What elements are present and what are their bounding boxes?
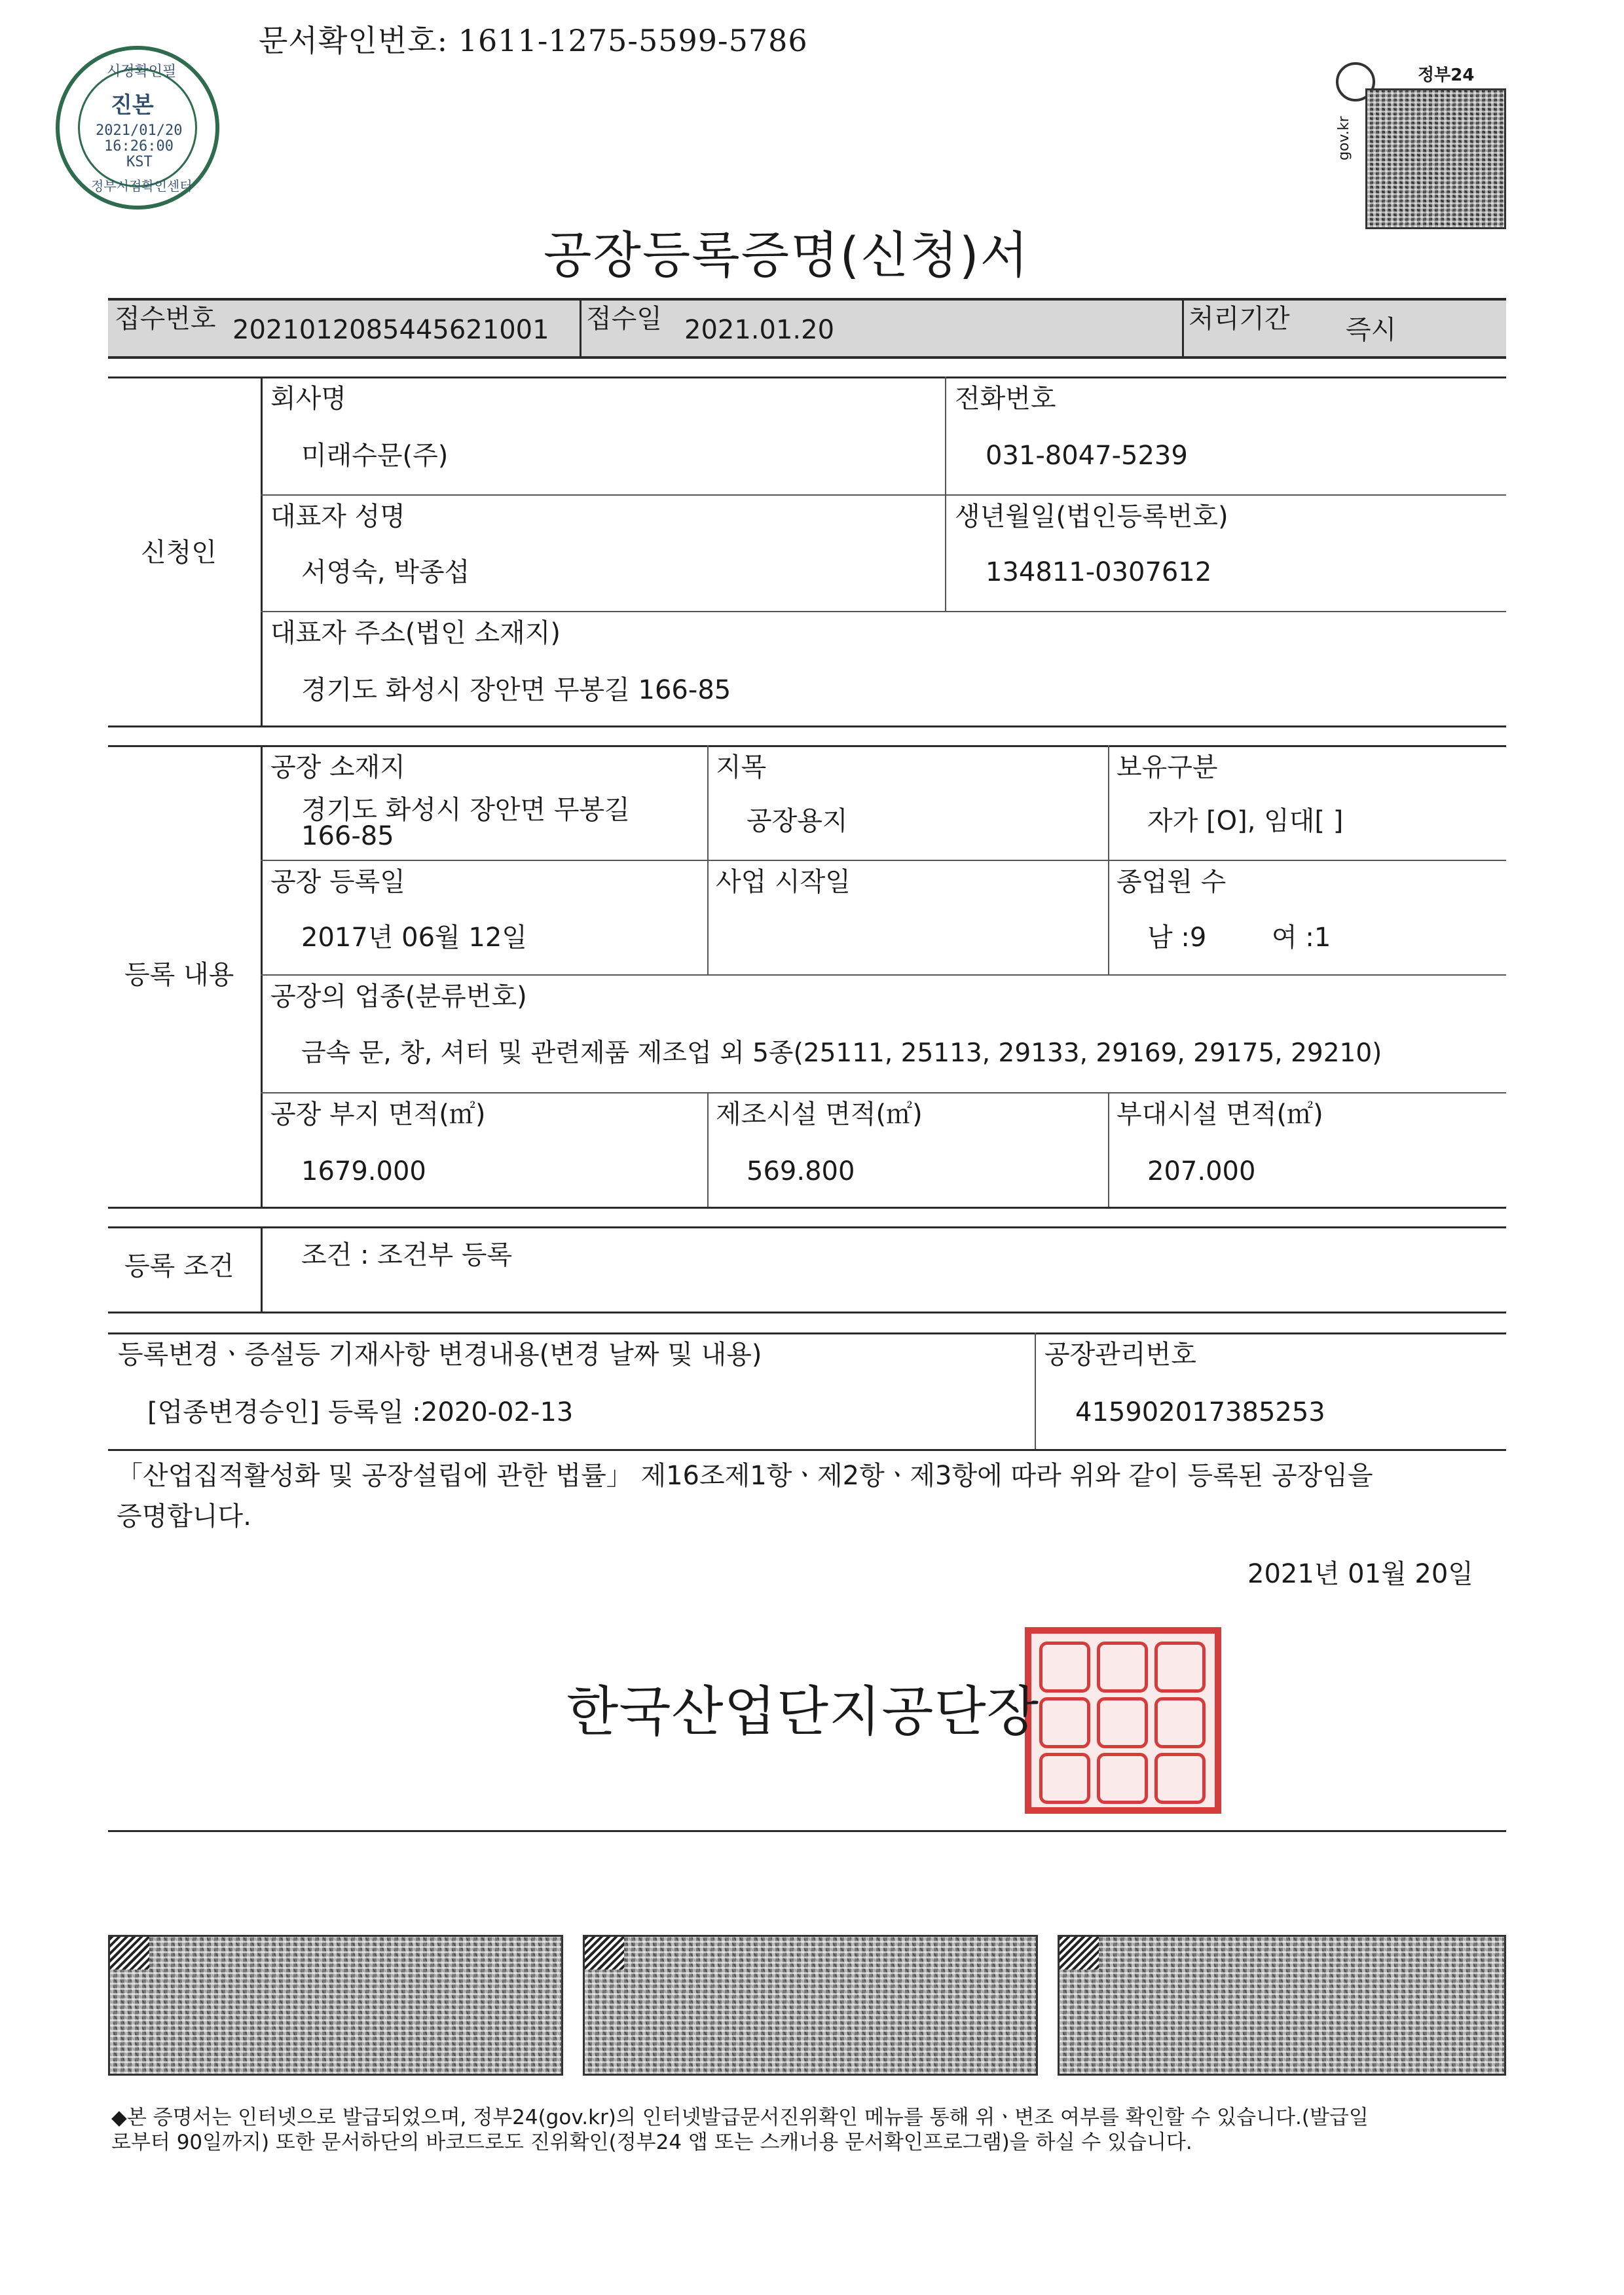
divider	[1108, 1092, 1109, 1208]
rule	[108, 745, 1506, 747]
changes-value: [업종변경승인] 등록일 :2020-02-13	[147, 1397, 574, 1427]
qr-side-label: gov.kr	[1336, 116, 1352, 160]
industry-label: 공장의 업종(분류번호)	[270, 982, 527, 1012]
issue-date: 2021년 01월 20일	[1247, 1559, 1473, 1589]
stamp-bottom-text: 정부시점확인센터	[91, 178, 193, 194]
mfg-area-label: 제조시설 면적(㎡)	[716, 1099, 923, 1129]
stamp-center-text: 진본	[111, 92, 154, 119]
land-category-label: 지목	[716, 752, 767, 782]
verification-qr-code[interactable]	[1365, 88, 1506, 229]
official-seal	[1025, 1627, 1221, 1814]
representative-label: 대표자 성명	[270, 502, 405, 532]
rep-address-value: 경기도 화성시 장안면 무봉길 166-85	[301, 675, 731, 705]
company-name-label: 회사명	[270, 384, 346, 414]
phone-value: 031-8047-5239	[986, 441, 1188, 471]
rule	[108, 1207, 1506, 1209]
factory-address-label: 공장 소재지	[270, 752, 405, 782]
company-name-value: 미래수문(주)	[301, 441, 449, 471]
statement-line2: 증명합니다.	[117, 1501, 251, 1532]
corp-regno-value: 134811-0307612	[986, 557, 1212, 587]
receipt-date-value: 2021.01.20	[684, 315, 835, 345]
divider	[707, 1092, 709, 1208]
stamp-time: 16:26:00	[104, 138, 174, 155]
ownership-label: 보유구분	[1116, 752, 1218, 782]
condition-value: 조건 : 조건부 등록	[301, 1240, 513, 1270]
confirm-number-value: 1611-1275-5599-5786	[458, 23, 808, 58]
processing-period-label: 처리기간	[1189, 304, 1290, 334]
rule	[108, 1226, 1506, 1228]
ownership-value: 자가 [O], 임대[ ]	[1147, 806, 1344, 836]
representative-value: 서영숙, 박종섭	[301, 557, 470, 587]
factory-address-line1: 경기도 화성시 장안면 무봉길	[301, 795, 630, 825]
authenticity-stamp	[56, 46, 219, 210]
rule	[261, 974, 1506, 976]
rep-address-label: 대표자 주소(법인 소재지)	[270, 618, 561, 648]
divider	[261, 745, 263, 1208]
corp-regno-label: 생년월일(법인등록번호)	[955, 502, 1228, 532]
processing-period-value: 즉시	[1346, 315, 1397, 345]
confirm-number-label: 문서확인번호:	[259, 23, 449, 58]
rule	[108, 376, 1506, 378]
footer-note-line2: 로부터 90일까지) 또한 문서하단의 바코드로도 진위확인(정부24 앱 또는 스캐너용 문서확인프로그램)을 하실 수 있습니다.	[111, 2131, 1192, 2154]
rule	[108, 725, 1506, 727]
qr-label: 정부24	[1418, 65, 1475, 85]
factory-address-line2: 166-85	[301, 821, 394, 851]
site-area-value: 1679.000	[301, 1156, 426, 1186]
footer-note-line1: ◆본 증명서는 인터넷으로 발급되었으며, 정부24(gov.kr)의 인터넷발급문서진위확인 메뉴를 통해 위ㆍ변조 여부를 확인할 수 있습니다.(발급일	[111, 2106, 1369, 2129]
condition-section-label: 등록 조건	[124, 1251, 234, 1281]
rule	[108, 1312, 1506, 1313]
employee-female: 여 :1	[1272, 923, 1331, 953]
business-start-label: 사업 시작일	[716, 867, 851, 897]
page-title: 공장등록증명(신청)서	[544, 226, 1030, 284]
registration-section-label: 등록 내용	[124, 960, 234, 990]
divider	[261, 1226, 263, 1313]
changes-label: 등록변경ㆍ증설등 기재사항 변경내용(변경 날짜 및 내용)	[118, 1340, 762, 1370]
statement-line1: 「산업집적활성화 및 공장설립에 관한 법률」 제16조제1항ㆍ제2항ㆍ제3항에 따라 위와 같이 등록된 공장임을	[117, 1461, 1373, 1491]
industry-value: 금속 문, 창, 셔터 및 관련제품 제조업 외 5종(25111, 25113, 29133, 29169, 29175, 29210)	[301, 1038, 1382, 1068]
receipt-date-label: 접수일	[586, 304, 662, 334]
registration-date-label: 공장 등록일	[270, 867, 405, 897]
verification-barcode-3[interactable]	[1058, 1935, 1506, 2076]
stamp-date: 2021/01/20	[96, 122, 183, 139]
rule	[108, 1332, 1506, 1334]
phone-label: 전화번호	[955, 384, 1056, 414]
divider	[580, 301, 581, 356]
rule	[108, 1830, 1506, 1832]
registration-date-value: 2017년 06월 12일	[301, 923, 527, 953]
employee-count-label: 종업원 수	[1116, 867, 1227, 897]
rule	[261, 494, 1506, 496]
mfg-area-value: 569.800	[747, 1156, 855, 1186]
stamp-top-text: 시정확인필	[107, 64, 177, 80]
rule	[108, 1449, 1506, 1451]
applicant-section-label: 신청인	[141, 538, 217, 568]
divider	[1035, 1332, 1036, 1450]
employee-male: 남 :9	[1147, 923, 1207, 953]
divider	[261, 376, 263, 727]
site-area-label: 공장 부지 면적(㎡)	[270, 1099, 486, 1129]
verification-barcode-1[interactable]	[108, 1935, 563, 2076]
receipt-no-value: 2021012085445621001	[232, 315, 549, 345]
verification-barcode-2[interactable]	[583, 1935, 1038, 2076]
divider	[1182, 301, 1184, 356]
receipt-no-label: 접수번호	[115, 304, 216, 334]
issuing-authority: 한국산업단지공단장	[566, 1681, 1039, 1743]
aux-area-value: 207.000	[1147, 1156, 1256, 1186]
factory-mgmt-no-value: 415902017385253	[1075, 1397, 1325, 1427]
document-confirm-number	[259, 25, 808, 56]
rule	[261, 611, 1506, 612]
factory-mgmt-no-label: 공장관리번호	[1044, 1340, 1196, 1370]
aux-area-label: 부대시설 면적(㎡)	[1116, 1099, 1323, 1129]
rule	[261, 1092, 1506, 1093]
land-category-value: 공장용지	[747, 806, 848, 836]
stamp-tz: KST	[126, 154, 153, 170]
rule	[261, 860, 1506, 861]
